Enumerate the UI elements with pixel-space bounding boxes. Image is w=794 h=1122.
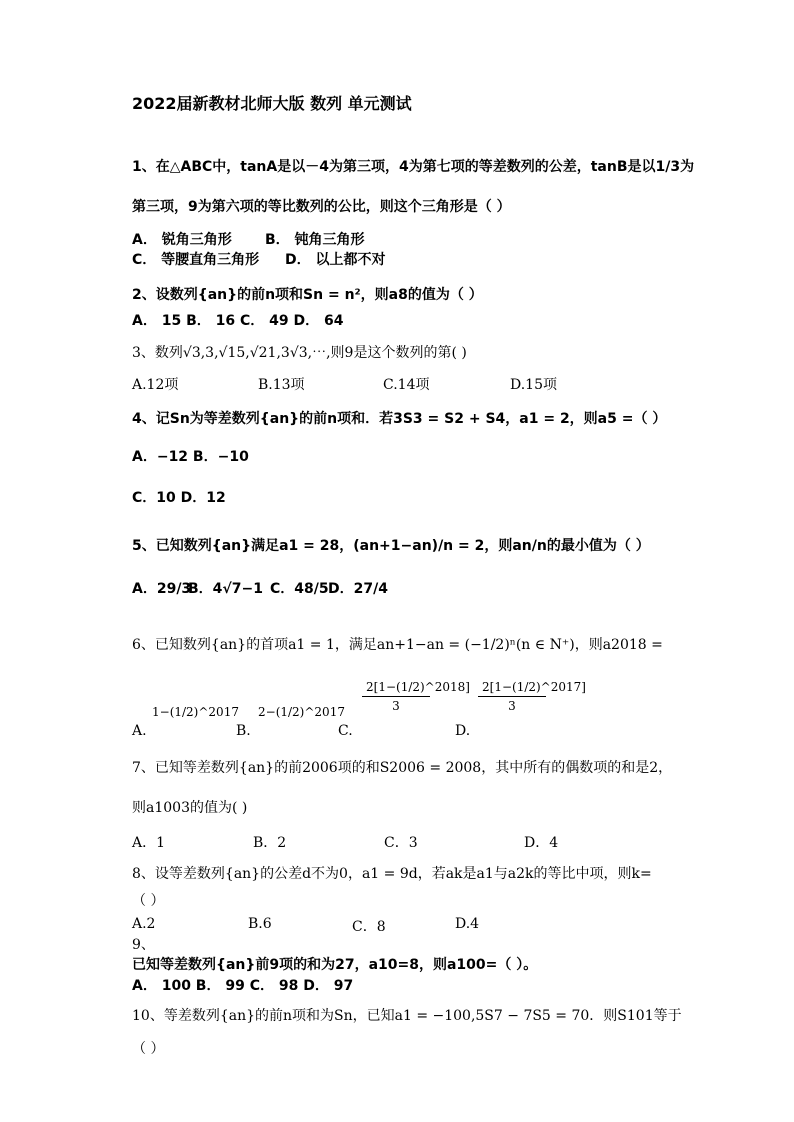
q9-options[interactable]: A． 100 B． 99 C． 98 D． 97 [132, 978, 354, 994]
q2-options[interactable]: A． 15 B． 16 C． 49 D． 64 [132, 313, 344, 329]
q3-option-b[interactable]: B.13项 [258, 377, 305, 393]
q8-line2: （ ） [132, 893, 165, 909]
q6-stem: 6、已知数列{an}的首项a1 = 1，满足an+1−an = (−1/2)ⁿ(n ∈ N⁺)，则a2018 = [132, 637, 663, 653]
q9-stem: 已知等差数列{an}前9项的和为27，a10=8，则a100=（ ）。 [132, 957, 538, 973]
page-title: 2022届新教材北师大版 数列 单元测试 [132, 94, 412, 113]
q8-option-a[interactable]: A.2 [132, 916, 156, 932]
q5-stem: 5、已知数列{an}满足a1 = 28，(an+1−an)/n = 2，则an/n的最小值为（ ） [132, 538, 650, 554]
q7-option-a[interactable]: A．1 [132, 835, 166, 851]
q6-label-c[interactable]: C. [338, 723, 353, 739]
q6-label-d[interactable]: D. [455, 723, 471, 739]
q3-option-d[interactable]: D.15项 [510, 377, 557, 393]
q6-option-c-numerator: 2[1−(1/2)^2018] [362, 680, 430, 697]
q6-option-c-denominator: 3 [392, 699, 400, 713]
q4-options-cd[interactable]: C．10 D．12 [132, 490, 226, 506]
q7-option-d[interactable]: D．4 [524, 835, 559, 851]
q6-option-d[interactable] [478, 680, 586, 713]
q6-option-c[interactable] [362, 680, 470, 713]
q7-option-c[interactable]: C．3 [384, 835, 418, 851]
q5-option-b[interactable]: B．4√7−1 [188, 581, 263, 597]
q4-options-ab[interactable]: A．−12 B．−10 [132, 449, 249, 465]
q6-label-a[interactable]: A. [132, 723, 147, 739]
q6-option-a[interactable]: 1−(1/2)^2017 [152, 705, 239, 719]
q1-option-c[interactable]: C． 等腰直角三角形 [132, 252, 260, 268]
q1-option-d[interactable]: D． 以上都不对 [285, 252, 386, 268]
q2-stem: 2、设数列{an}的前n项和Sn = n²，则a8的值为（ ） [132, 287, 483, 303]
q3-option-c[interactable]: C.14项 [383, 377, 430, 393]
q1-option-a[interactable]: A． 锐角三角形 [132, 232, 232, 248]
q5-option-a[interactable]: A．29/3 [132, 581, 192, 597]
q10-line2: （ ） [132, 1041, 165, 1057]
q8-option-d[interactable]: D.4 [455, 916, 480, 932]
q7-line1: 7、已知等差数列{an}的前2006项的和S2006 = 2008，其中所有的偶数项的和是2， [132, 760, 673, 776]
q8-line1: 8、设等差数列{an}的公差d不为0，a1 = 9d，若ak是a1与a2k的等比中项，则k= [132, 866, 652, 882]
q3-stem: 3、数列√3,3,√15,√21,3√3,⋯,则9是这个数列的第( ) [132, 345, 467, 361]
q6-label-b[interactable]: B. [236, 723, 251, 739]
q5-option-c[interactable]: C．48/5 [270, 581, 329, 597]
q8-option-c[interactable]: C．8 [352, 919, 386, 935]
q9-number: 9、 [132, 937, 155, 953]
q7-line2: 则a1003的值为( ) [132, 800, 248, 816]
q4-stem: 4、记Sn为等差数列{an}的前n项和．若3S3 = S2 + S4，a1 = 2，则a5 =（ ） [132, 411, 667, 427]
q8-option-b[interactable]: B.6 [248, 916, 272, 932]
q6-option-b[interactable]: 2−(1/2)^2017 [258, 705, 345, 719]
q6-option-d-numerator: 2[1−(1/2)^2017] [478, 680, 546, 697]
q6-option-d-denominator: 3 [508, 699, 516, 713]
q3-option-a[interactable]: A.12项 [132, 377, 179, 393]
q1-line2: 第三项，9为第六项的等比数列的公比，则这个三角形是（ ） [132, 199, 511, 215]
q10-line1: 10、等差数列{an}的前n项和为Sn，已知a1 = −100,5S7 − 7S5 = 70．则S101等于 [132, 1008, 682, 1024]
q5-option-d[interactable]: D．27/4 [328, 581, 388, 597]
q1-line1: 1、在△ABC中，tanA是以－4为第三项，4为第七项的等差数列的公差，tanB是以1/3为 [132, 159, 695, 175]
q1-option-b[interactable]: B． 钝角三角形 [265, 232, 365, 248]
q7-option-b[interactable]: B．2 [253, 835, 287, 851]
